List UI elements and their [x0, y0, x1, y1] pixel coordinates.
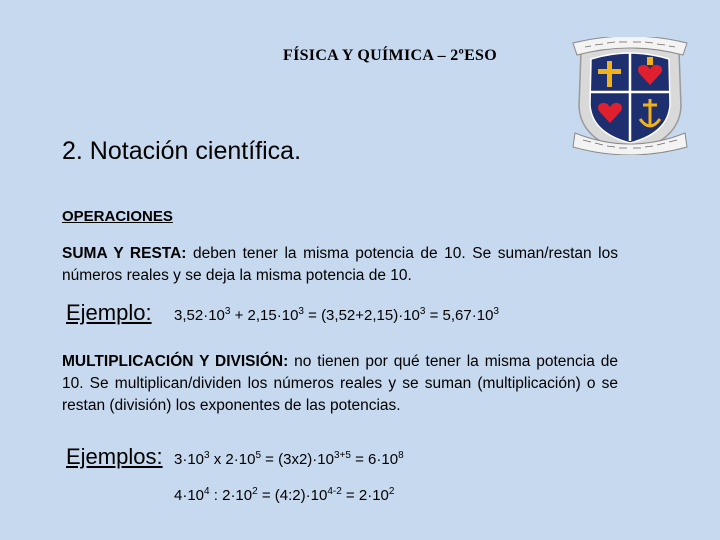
- mult-examples-label: Ejemplos:: [66, 444, 163, 469]
- section-heading: 2. Notación científica.: [62, 137, 302, 165]
- sum-rule-text: deben tener la misma potencia de 10. Se suman/restan los números reales y se deja la misma potencia de 10.: [62, 245, 618, 284]
- course-title: FÍSICA Y QUÍMICA – 2ºESO: [283, 47, 497, 64]
- mult-example-formula: $3\cdot 10^3$ x $2\cdot 10^5 = (3x2)\cdot 10^{3+5} = 6\cdot 10^8$: [174, 450, 404, 468]
- mult-rule-text: no tienen por qué tener la misma potencia de 10. Se multiplican/dividen los números reales y se suman (multiplicación) o se restan (división) los exponentes de las potencias.: [62, 353, 618, 414]
- mult-rule-paragraph: [62, 351, 618, 417]
- sum-example-label: Ejemplo:: [66, 300, 152, 325]
- div-example-formula: $4\cdot 10^4$ : $2\cdot 10^2$ = $(4:2)\cdot 10^{4-2} = 2\cdot 10^2$: [174, 486, 395, 504]
- operations-heading: OPERACIONES: [62, 208, 173, 225]
- sum-rule-paragraph: [62, 243, 618, 287]
- school-crest-icon: [571, 37, 689, 155]
- sum-rule-title: SUMA Y RESTA:: [62, 245, 187, 262]
- mult-rule-title: MULTIPLICACIÓN Y DIVISIÓN:: [62, 353, 289, 370]
- sum-example-formula: $3,52\cdot 10^3 + 2,15\cdot 10^3 = (3,52+2,15)\cdot 10^3 = 5,67\cdot 10^3$: [174, 306, 499, 324]
